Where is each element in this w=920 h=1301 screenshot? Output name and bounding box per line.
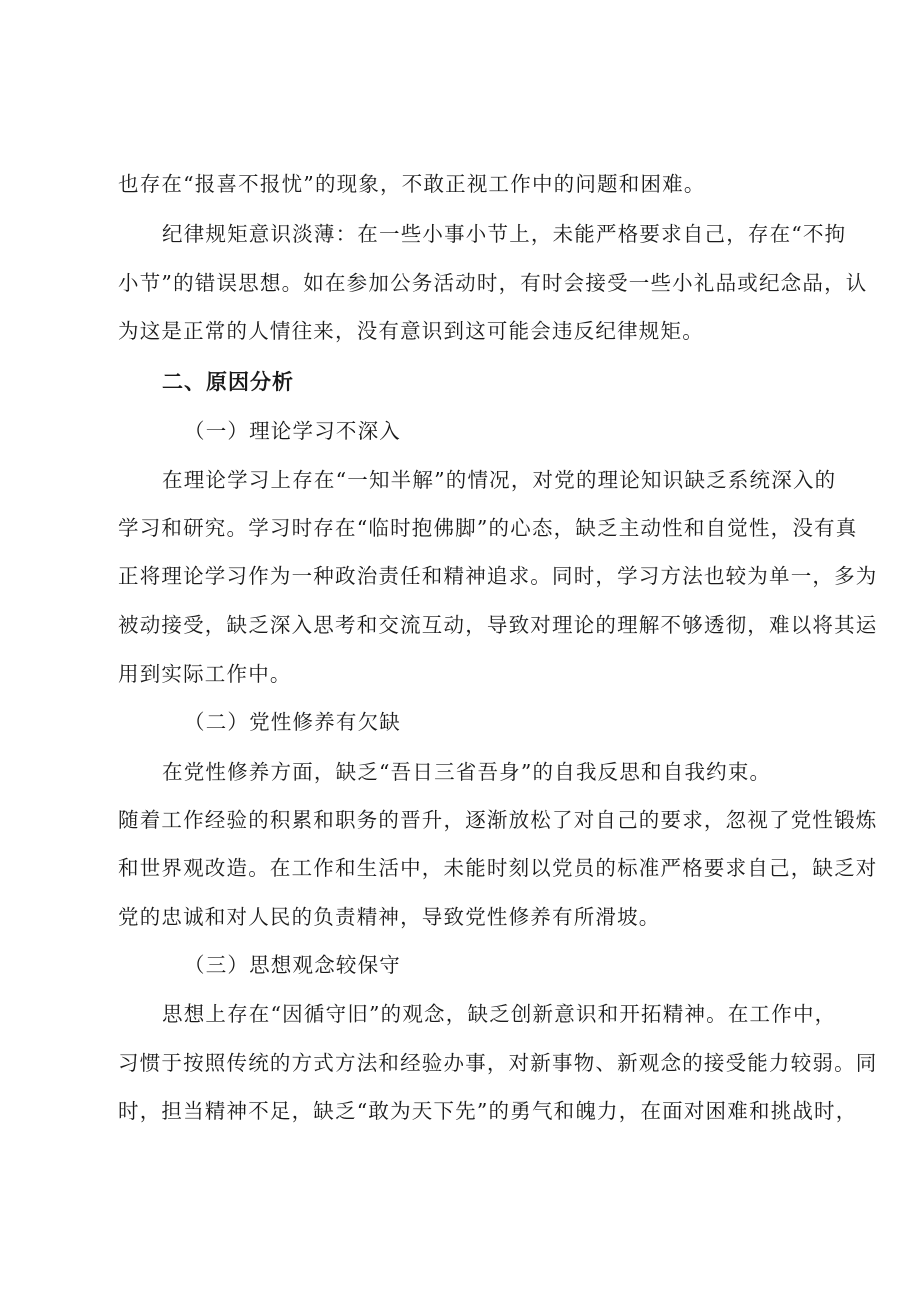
subsection-heading: （三）思想观念较保守 (184, 953, 401, 977)
paragraph-line: 正将理论学习作为一种政治责任和精神追求。同时，学习方法也较为单一，多为 (118, 564, 878, 588)
paragraph-line: 习惯于按照传统的方式方法和经验办事，对新事物、新观念的接受能力较弱。同 (118, 1051, 878, 1075)
paragraph-line: 和世界观改造。在工作和生活中，未能时刻以党员的标准严格要求自己，缺乏对 (118, 856, 878, 880)
paragraph-line: 小节”的错误思想。如在参加公务活动时，有时会接受一些小礼品或纪念品，认 (118, 271, 868, 295)
subsection-heading: （一）理论学习不深入 (184, 419, 401, 443)
paragraph-line: 纪律规矩意识淡薄：在一些小事小节上，未能严格要求自己，存在“不拘 (162, 222, 847, 246)
paragraph-line: 在党性修养方面，缺乏“吾日三省吾身”的自我反思和自我约束。 (162, 760, 772, 784)
paragraph-line: 用到实际工作中。 (118, 662, 292, 686)
section-heading: 二、原因分析 (162, 370, 294, 394)
paragraph-line: 为这是正常的人情往来，没有意识到这可能会违反纪律规矩。 (118, 319, 704, 343)
paragraph-line: 随着工作经验的积累和职务的晋升，逐渐放松了对自己的要求，忽视了党性锻炼 (118, 808, 878, 832)
paragraph-line: 思想上存在“因循守旧”的观念，缺乏创新意识和开拓精神。在工作中， (162, 1002, 837, 1026)
subsection-heading: （二）党性修养有欠缺 (184, 710, 401, 734)
paragraph-line: 时，担当精神不足，缺乏“敢为天下先”的勇气和魄力，在面对困难和挑战时， (118, 1099, 858, 1123)
paragraph-line: 党的忠诚和对人民的负责精神，导致党性修养有所滑坡。 (118, 905, 661, 929)
paragraph-line: 也存在“报喜不报忧”的现象，不敢正视工作中的问题和困难。 (118, 172, 706, 196)
paragraph-line: 学习和研究。学习时存在“临时抱佛脚”的心态，缺乏主动性和自觉性，没有真 (118, 516, 858, 540)
paragraph-line: 被动接受，缺乏深入思考和交流互动，导致对理论的理解不够透彻，难以将其运 (118, 613, 878, 637)
paragraph-line: 在理论学习上存在“一知半解”的情况，对党的理论知识缺乏系统深入的 (162, 468, 837, 492)
